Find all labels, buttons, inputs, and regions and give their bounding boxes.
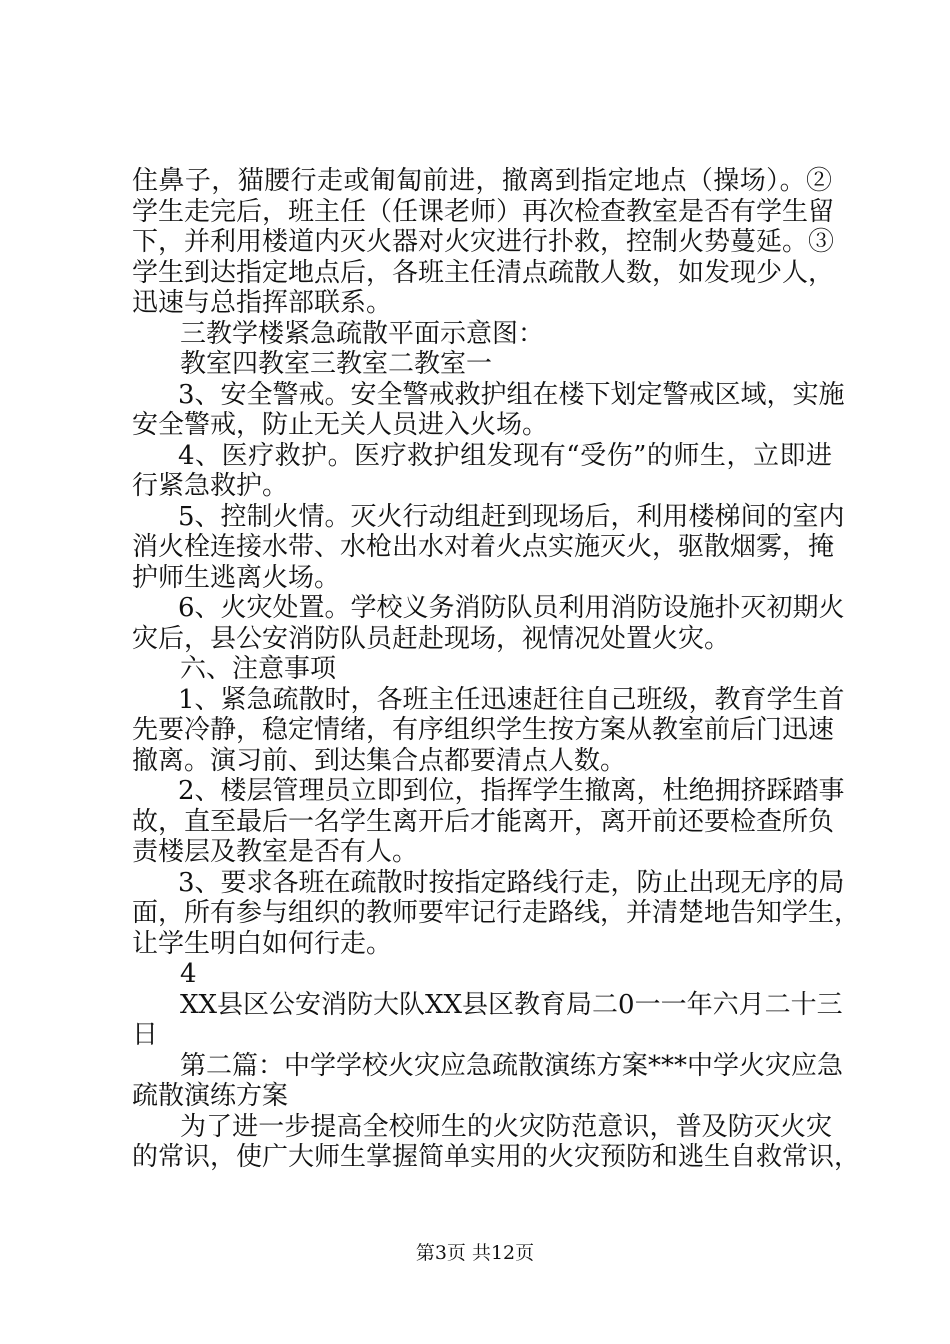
text-line: 为了进一步提高全校师生的火灾防范意识，普及防灭火灾 [180, 1111, 832, 1142]
text-line: 住鼻子，猫腰行走或匍匐前进，撤离到指定地点（操场）。② [132, 166, 832, 196]
page-number-footer: 第3页 共12页 [415, 1242, 535, 1264]
text-line: 安全警戒，防止无关人员进入火场。 [132, 410, 549, 440]
text-line: 3、要求各班在疏散时按指定路线行走，防止出现无序的局 [178, 867, 845, 898]
text-line: 学生走完后，班主任（任课老师）再次检查教室是否有学生留 [132, 196, 835, 227]
text-line: 迅速与总指挥部联系。 [132, 288, 393, 318]
document-body [132, 166, 861, 1173]
text-line: 日 [132, 1020, 159, 1050]
text-line: 6、火灾处置。学校义务消防队员利用消防设施扑灭初期火 [178, 593, 845, 623]
text-line: 行紧急救护。 [132, 471, 289, 501]
text-line: 4、医疗救护。医疗救护组发现有“受伤”的师生，立即进 [178, 440, 832, 471]
text-line: 1、紧急疏散时，各班主任迅速赶往自己班级，教育学生首 [178, 684, 845, 715]
text-line: 2、楼层管理员立即到位，指挥学生撤离，杜绝拥挤踩踏事 [178, 776, 845, 806]
text-line: 学生到达指定地点后，各班主任清点疏散人数，如发现少人， [132, 257, 835, 288]
text-line: XX县区公安消防大队XX县区教育局二0一一年六月二十三 [180, 989, 843, 1020]
text-line: 消火栓连接水带、水枪出水对着火点实施灭火，驱散烟雾，掩 [132, 532, 835, 562]
text-line: 三教学楼紧急疏散平面示意图： [180, 318, 545, 349]
text-line: 疏散演练方案 [132, 1081, 289, 1111]
text-line: 第二篇：中学学校火灾应急疏散演练方案***中学火灾应急 [180, 1050, 844, 1081]
text-line: 教室四教室三教室二教室一 [180, 349, 493, 379]
text-line: 3、安全警戒。安全警戒救护组在楼下划定警戒区域，实施 [178, 379, 845, 410]
text-line: 灾后，县公安消防队员赶赴现场，视情况处置火灾。 [132, 623, 731, 654]
text-line: 护师生逃离火场。 [132, 562, 341, 593]
text-line: 撤离。演习前、到达集合点都要清点人数。 [132, 745, 627, 776]
text-line: 的常识，使广大师生掌握简单实用的火灾预防和逃生自救常识， [132, 1142, 861, 1172]
text-line: 六、注意事项 [180, 654, 337, 684]
text-line: 4 [180, 959, 197, 989]
text-line: 故，直至最后一名学生离开后才能离开，离开前还要检查所负 [132, 806, 835, 837]
text-line: 下，并利用楼道内灭火器对火灾进行扑救，控制火势蔓延。③ [132, 227, 835, 257]
text-line: 面，所有参与组织的教师要牢记行走路线，并清楚地告知学生， [132, 898, 861, 928]
text-line: 5、控制火情。灭火行动组赶到现场后，利用楼梯间的室内 [178, 501, 845, 532]
text-line: 让学生明白如何行走。 [132, 928, 393, 959]
text-line: 责楼层及教室是否有人。 [132, 837, 419, 867]
text-line: 先要冷静，稳定情绪，有序组织学生按方案从教室前后门迅速 [132, 715, 835, 745]
